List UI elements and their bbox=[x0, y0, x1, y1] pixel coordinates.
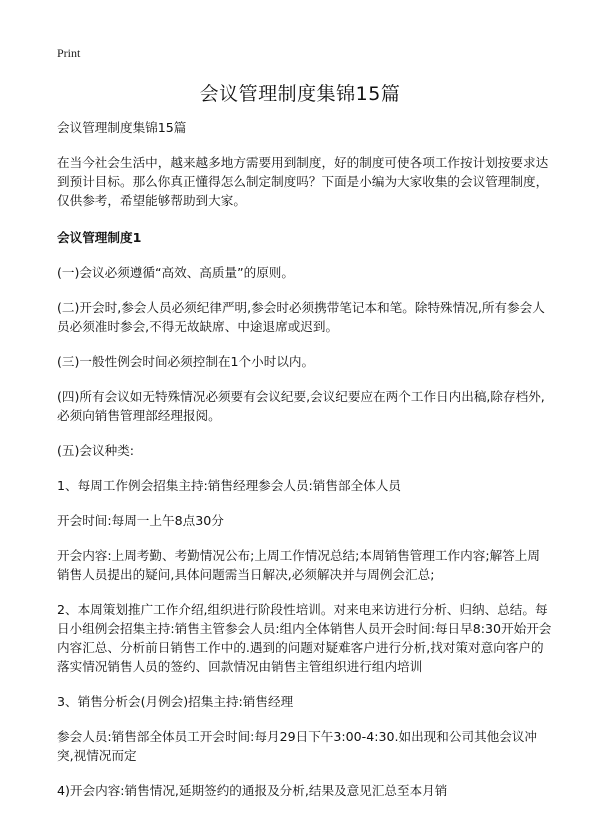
document-title: 会议管理制度集锦15篇 bbox=[199, 83, 401, 105]
document-body bbox=[57, 118, 552, 816]
print-link[interactable]: Print bbox=[57, 46, 81, 60]
paragraph-rule-4: (四)所有会议如无特殊情况必须要有会议纪要,会议纪要应在两个工作日内出稿,除存档外,必须向销售管理部经理报阅。 bbox=[57, 389, 545, 423]
paragraph-rule-3: (三)一般性例会时间必须控制在1个小时以内。 bbox=[57, 354, 315, 369]
paragraph-weekly-content: 开会内容:上周考勤、考勤情况公布;上周工作情况总结;本周销售管理工作内容;解答上周销售人员提出的疑问,具体问题需当日解决,必须解决并与周例会汇总; bbox=[57, 548, 540, 582]
paragraph-monthly-meeting: 3、销售分析会(月例会)招集主持:销售经理 bbox=[57, 694, 294, 709]
paragraph-daily-meeting: 2、本周策划推广工作介绍,组织进行阶段性培训。对来电来访进行分析、归纳、总结。每日小组例会招集主持:销售主管参会人员:组内全体销售人员开会时间:每日早8:30开始开会内容汇总、分析前日销售工作中的.遇到的问题对疑难客户进行分析,找对策对意向客户的落实情况销售人员的签约、回款情况由销售主管组织进行组内培训 bbox=[57, 602, 552, 674]
paragraph-weekly-time: 开会时间:每周一上午8点30分 bbox=[57, 513, 224, 528]
section-heading: 会议管理制度1 bbox=[57, 230, 142, 245]
paragraph-rule-5: (五)会议种类: bbox=[57, 443, 135, 458]
intro-paragraph: 在当今社会生活中，越来越多地方需要用到制度，好的制度可使各项工作按计划按要求达到预计目标。那么你真正懂得怎么制定制度吗？下面是小编为大家收集的会议管理制度，仅供参考，希望能够帮助到大家。 bbox=[57, 155, 549, 208]
paragraph-rule-1: (一)会议必须遵循“高效、高质量”的原则。 bbox=[57, 265, 294, 280]
document-subtitle: 会议管理制度集锦15篇 bbox=[57, 120, 187, 135]
paragraph-monthly-content: 4)开会内容:销售情况,延期签约的通报及分析,结果及意见汇总至本月销 bbox=[57, 783, 448, 798]
paragraph-rule-2: (二)开会时,参会人员必须纪律严明,参会时必须携带笔记本和笔。除特殊情况,所有参会人员必须准时参会,不得无故缺席、中途退席或迟到。 bbox=[57, 300, 545, 334]
paragraph-weekly-meeting: 1、每周工作例会招集主持:销售经理参会人员:销售部全体人员 bbox=[57, 478, 401, 493]
paragraph-monthly-attendees: 参会人员:销售部全体员工开会时间:每月29日下午3:00-4:30.如出现和公司其他会议冲突,视情况而定 bbox=[57, 729, 538, 763]
